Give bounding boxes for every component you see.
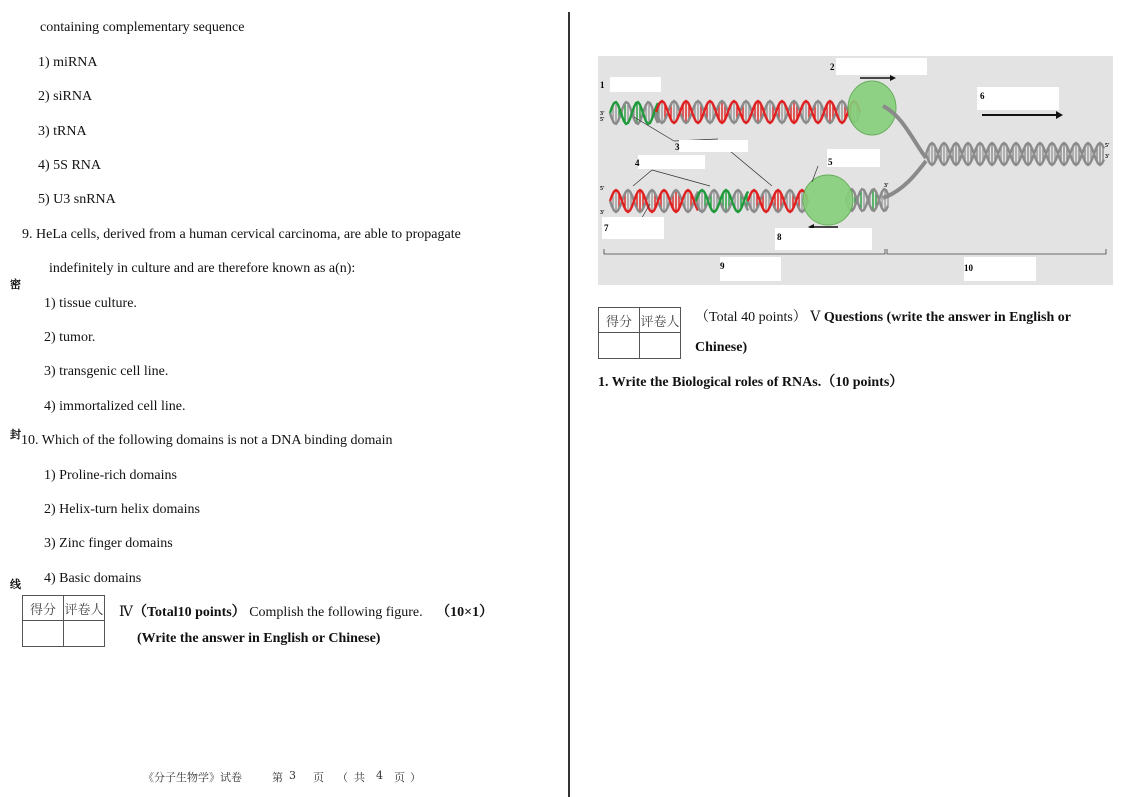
score-table-section5 (598, 307, 681, 359)
strand-mark-1: 3' (600, 111, 605, 117)
figure-svg (598, 56, 1113, 285)
section4-language-note: (Write the answer in English or Chinese) (137, 631, 381, 646)
q10-option-3: 3) Zinc finger domains (44, 536, 173, 551)
q10-option-4: 4) Basic domains (44, 571, 142, 586)
section4-heading (119, 604, 493, 622)
grader-cell[interactable] (640, 333, 681, 359)
answer-box-4[interactable] (638, 155, 705, 169)
footer-total-close: ） (410, 771, 421, 784)
q8-option-1: 1) miRNA (38, 55, 98, 70)
grader-header: 评卷人 (640, 308, 681, 333)
section5-heading (695, 309, 1071, 327)
answer-box-5[interactable] (827, 149, 880, 167)
q8-option-5: 5) U3 snRNA (38, 192, 116, 207)
q9-option-3: 3) transgenic cell line. (44, 364, 169, 379)
section5-title: Questions (write the answer in English or (823, 310, 1072, 325)
helix-top-start (610, 102, 658, 124)
margin-char-xian: 线 (10, 579, 21, 591)
figure-label-2: 2 (830, 62, 835, 72)
footer-total-open: （ (337, 771, 348, 784)
score-header: 得分 (23, 596, 64, 621)
transcription-figure (598, 56, 1113, 285)
section5-question-1: 1. Write the Biological roles of RNAs.（10 points） (598, 375, 904, 390)
score-header: 得分 (599, 308, 640, 333)
q9-option-1: 1) tissue culture. (44, 296, 137, 311)
helix-bottom-start (610, 190, 698, 212)
figure-label-6: 6 (980, 91, 985, 101)
helix-top (656, 101, 860, 123)
q8-continuation: containing complementary sequence (40, 20, 245, 35)
pointer-line-3a (634, 117, 674, 141)
section5-roman: Ⅴ (810, 310, 821, 325)
answer-box-9[interactable] (720, 257, 781, 281)
section5-title-cont: Chinese) (695, 340, 748, 355)
helix-parent-dna (926, 143, 1104, 165)
figure-label-9: 9 (720, 261, 725, 271)
fork-strand-lower (883, 161, 926, 198)
footer-course: 《分子生物学》试卷 (143, 771, 242, 784)
q9-option-4: 4) immortalized cell line. (44, 399, 186, 414)
q9-stem-line2: indefinitely in culture and are therefore known as a(n): (49, 261, 356, 276)
section4-roman: Ⅳ (119, 605, 133, 620)
section5-points: （Total 40 points） (695, 310, 807, 325)
footer-total-unit: 页 (394, 771, 405, 784)
figure-label-1: 1 (600, 80, 605, 90)
figure-label-4: 4 (635, 158, 640, 168)
q10-option-2: 2) Helix-turn helix domains (44, 502, 200, 517)
answer-box-8[interactable] (775, 228, 872, 250)
margin-char-mi: 密 (10, 279, 21, 291)
answer-box-2[interactable] (836, 58, 927, 75)
pointer-line-4b (652, 170, 710, 186)
answer-box-7[interactable] (602, 217, 664, 239)
footer-page-prefix: 第 (272, 771, 283, 784)
section4-marks: （10×1） (436, 605, 494, 620)
strand-mark-2: 5' (600, 117, 605, 123)
q8-option-3: 3) tRNA (38, 124, 87, 139)
footer-total-number: 4 (376, 769, 383, 782)
q9-option-2: 2) tumor. (44, 330, 96, 345)
strand-mark-6: 3' (1105, 154, 1110, 160)
footer-page-unit: 页 (313, 771, 324, 784)
figure-label-5: 5 (828, 157, 833, 167)
grader-header: 评卷人 (64, 596, 105, 621)
grader-cell[interactable] (64, 621, 105, 647)
pointer-line-4a (633, 170, 652, 186)
helix-bottom-left (748, 190, 808, 212)
q8-option-4: 4) 5S RNA (38, 158, 102, 173)
footer-total-prefix: 共 (354, 771, 365, 784)
margin-char-feng: 封 (10, 429, 21, 441)
bracket-10 (887, 249, 1106, 254)
arrow-6-head (1056, 111, 1063, 119)
section4-instruction: Complish the following figure. (249, 605, 423, 620)
q10-stem: 10. Which of the following domains is not a DNA binding domain (21, 433, 393, 448)
section4-points: （Total10 points） (133, 605, 246, 620)
score-cell[interactable] (599, 333, 640, 359)
strand-mark-4: 3' (600, 210, 605, 216)
strand-mark-5: 5' (1105, 143, 1110, 149)
q10-option-1: 1) Proline-rich domains (44, 468, 177, 483)
helix-bottom-mid (696, 190, 748, 212)
q8-option-2: 2) siRNA (38, 89, 93, 104)
score-table-section4 (22, 595, 105, 647)
rna-polymerase-bottom (803, 175, 853, 225)
answer-box-10[interactable] (964, 257, 1036, 281)
score-cell[interactable] (23, 621, 64, 647)
column-divider (568, 12, 570, 797)
q9-stem-line1: 9. HeLa cells, derived from a human cervical carcinoma, are able to propagate (22, 227, 461, 242)
answer-box-1[interactable] (610, 77, 661, 92)
footer-page-number: 3 (289, 769, 296, 782)
figure-label-7: 7 (604, 223, 609, 233)
arrow-top-head (890, 75, 896, 81)
figure-label-10: 10 (964, 263, 973, 273)
figure-label-8: 8 (777, 232, 782, 242)
answer-box-3[interactable] (679, 140, 748, 152)
strand-mark-7: 3' (884, 183, 889, 189)
strand-mark-3: 5' (600, 186, 605, 192)
figure-label-3: 3 (675, 142, 680, 152)
answer-box-6[interactable] (977, 87, 1059, 110)
